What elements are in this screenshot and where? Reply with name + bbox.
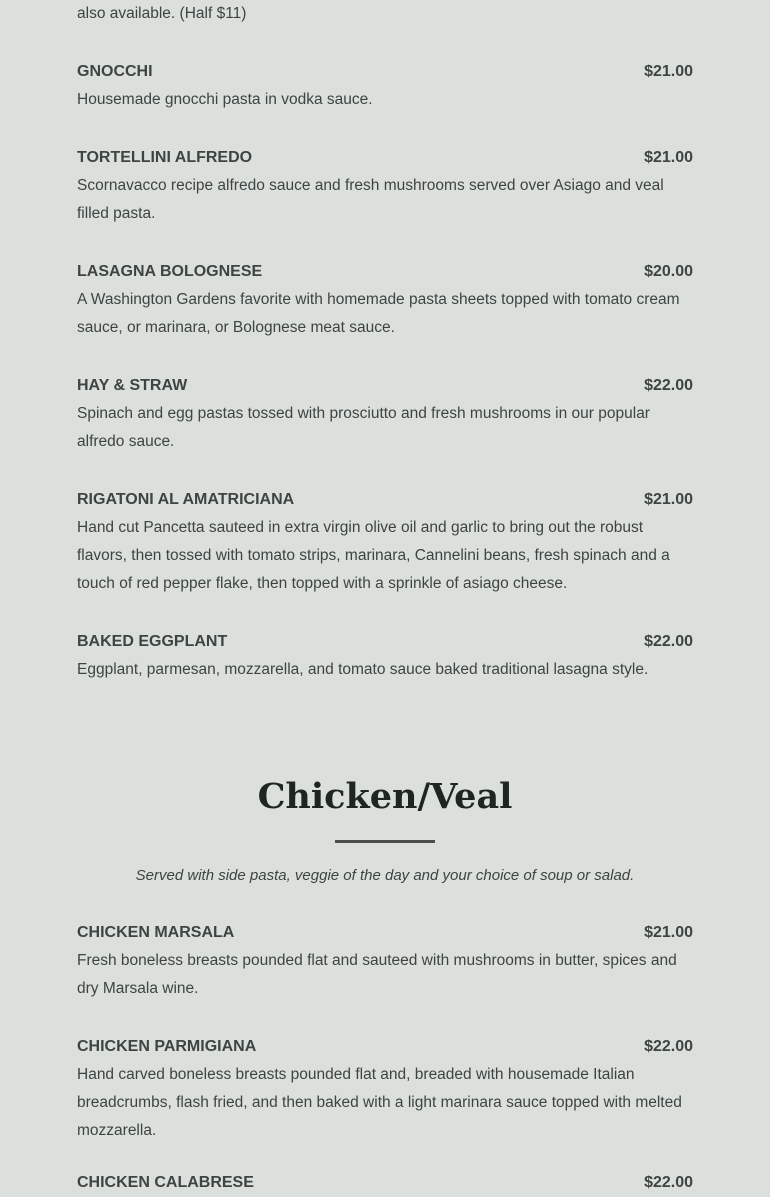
item-description: A Washington Gardens favorite with homemade pasta sheets topped with tomato cream sauce, or marinara, or Bolognese meat sauce. xyxy=(77,291,680,336)
item-price: $22.00 xyxy=(644,1174,693,1191)
item-description: Housemade gnocchi pasta in vodka sauce. xyxy=(77,91,373,108)
menu-item xyxy=(77,486,693,598)
item-name: GNOCCHI xyxy=(77,63,153,80)
item-description: Eggplant, parmesan, mozzarella, and tomato sauce baked traditional lasagna style. xyxy=(77,661,649,678)
previous-item-description-tail: also available. (Half $11) xyxy=(77,5,247,22)
item-name: CHICKEN CALABRESE xyxy=(77,1174,254,1191)
item-name: TORTELLINI ALFREDO xyxy=(77,149,253,166)
item-name: CHICKEN PARMIGIANA xyxy=(77,1038,257,1055)
menu-item xyxy=(77,919,693,1003)
item-price: $21.00 xyxy=(644,63,693,80)
item-description: Fresh boneless breasts pounded flat and sauteed with mushrooms in butter, spices and dry Marsala wine. xyxy=(77,952,677,997)
item-name: RIGATONI AL AMATRICIANA xyxy=(77,491,295,508)
item-description: Hand carved boneless breasts pounded flat and, breaded with housemade Italian breadcrumbs, flash fried, and then baked with a light marinara sauce topped with melted mozzarella. xyxy=(77,1066,682,1139)
item-name: BAKED EGGPLANT xyxy=(77,633,228,650)
menu-item xyxy=(77,1033,693,1145)
menu-item xyxy=(77,58,693,114)
item-name: HAY & STRAW xyxy=(77,377,188,394)
item-price: $22.00 xyxy=(644,1038,693,1055)
item-price: $21.00 xyxy=(644,491,693,508)
menu-item xyxy=(77,1169,693,1197)
section-divider xyxy=(335,840,435,843)
item-price: $22.00 xyxy=(644,377,693,394)
menu-item xyxy=(77,628,693,684)
item-price: $22.00 xyxy=(644,633,693,650)
item-name: CHICKEN MARSALA xyxy=(77,924,235,941)
item-price: $20.00 xyxy=(644,263,693,280)
menu-item xyxy=(77,372,693,456)
item-name: LASAGNA BOLOGNESE xyxy=(77,263,263,280)
item-price: $21.00 xyxy=(644,924,693,941)
item-description: Spinach and egg pastas tossed with prosciutto and fresh mushrooms in our popular alfredo sauce. xyxy=(77,405,650,450)
item-price: $21.00 xyxy=(644,149,693,166)
section-title: Chicken/Veal xyxy=(257,776,513,817)
menu-item xyxy=(77,144,693,228)
menu-item xyxy=(77,258,693,342)
section-note: Served with side pasta, veggie of the day and your choice of soup or salad. xyxy=(135,867,635,884)
item-description: Hand cut Pancetta sauteed in extra virgin olive oil and garlic to bring out the robust flavors, then tossed with tomato strips, marinara, Cannelini beans, fresh spinach and a touch of red pepper flake, then topped with a sprinkle of asiago cheese. xyxy=(77,519,670,592)
item-description: Scornavacco recipe alfredo sauce and fresh mushrooms served over Asiago and veal filled pasta. xyxy=(77,177,664,222)
